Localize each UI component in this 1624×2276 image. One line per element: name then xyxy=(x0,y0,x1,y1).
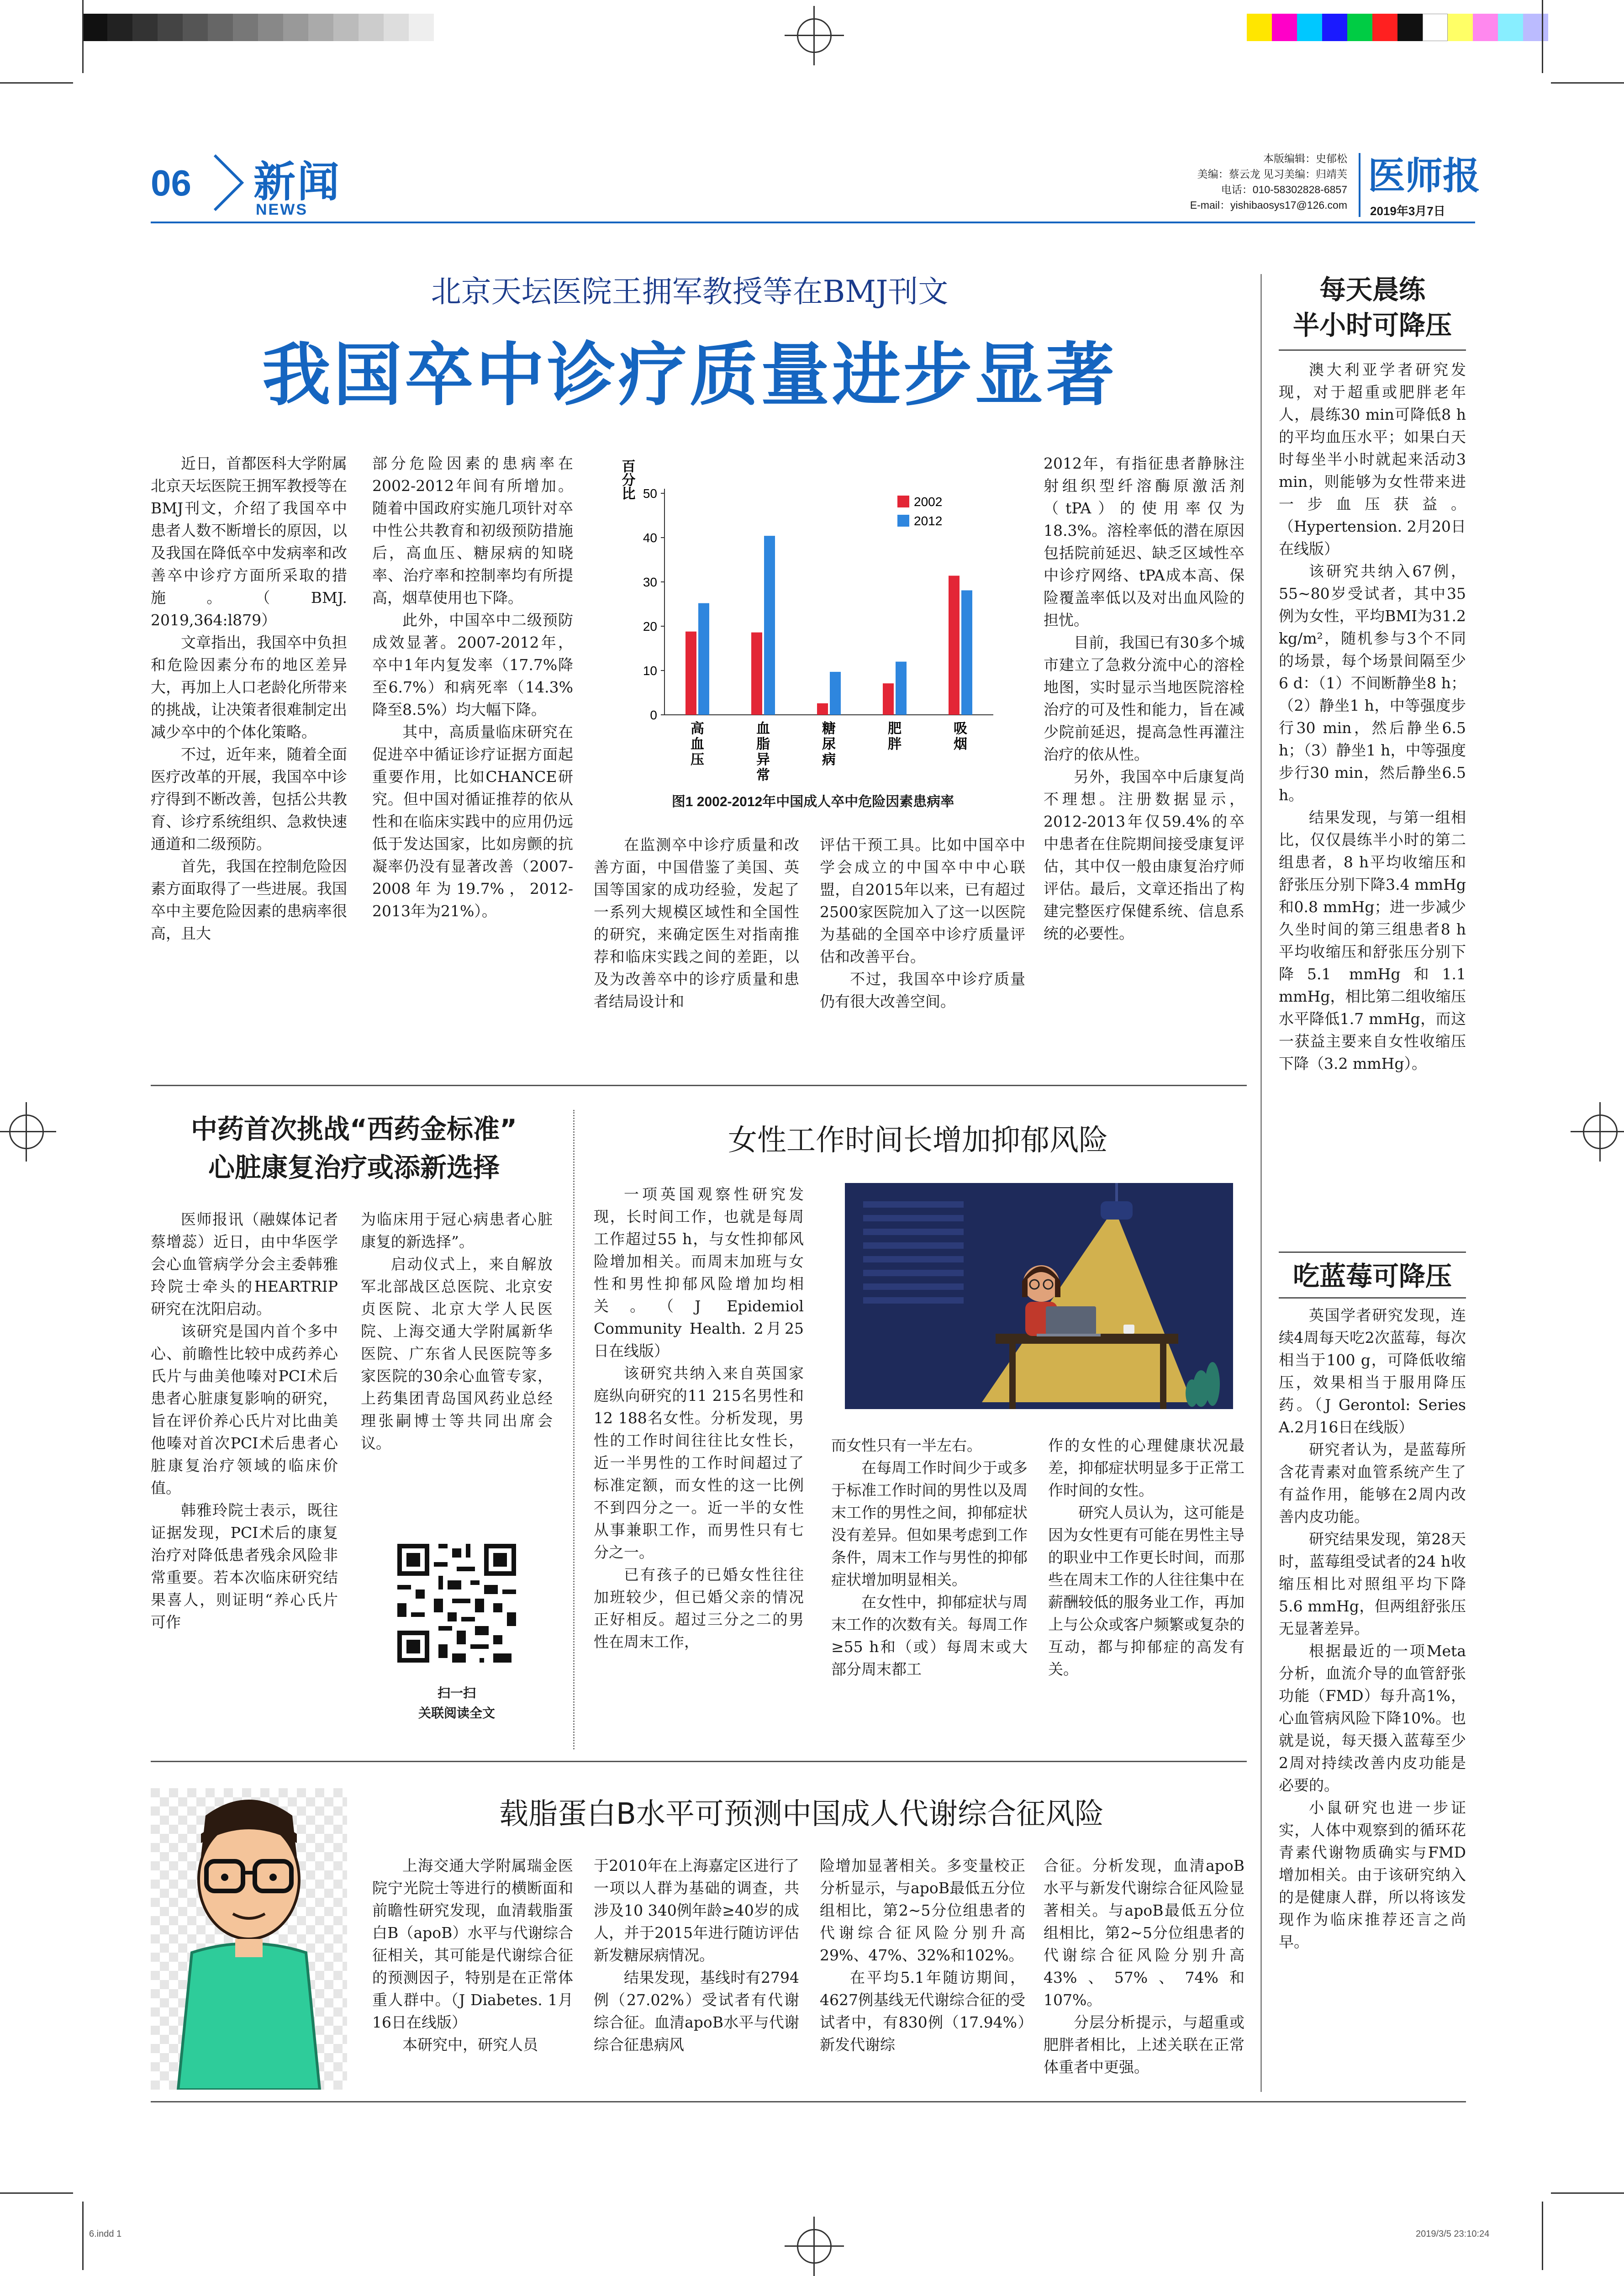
bar-2002 xyxy=(751,633,762,715)
editor-name: 本版编辑：史郁松 xyxy=(1263,153,1347,164)
y-tick-label: 40 xyxy=(643,531,657,545)
x-tick-label: 血 xyxy=(691,736,704,752)
paragraph: 一项英国观察性研究发现，长时间工作，也就是每周工作超过55 h，与女性抑郁风险增加相关。而周末加班与女性和男性抑郁风险增加均相关。（J Epidemiol Community Health. 2月25日在线版） xyxy=(594,1185,804,1360)
bar-2002 xyxy=(883,683,894,715)
lead-bottom-rule xyxy=(151,1085,1247,1086)
side-rule xyxy=(1279,349,1466,351)
paragraph: 研究者认为，是蓝莓所含花青素对血管系统产生了有益作用，能够在2周内改善内皮功能。 xyxy=(1279,1441,1466,1526)
side-rule xyxy=(1279,1297,1466,1299)
tcm-column-2 xyxy=(361,1208,553,1454)
lead-column-2 xyxy=(372,452,573,922)
paragraph: 结果发现，与第一组相比，仅仅晨练半小时的第二组患者，8 h平均收缩压和舒张压分别下降3.4 mmHg和0.8 mmHg；进一步减少久坐时间的第三组患者8 h平均收缩压和舒张压分别下降5.1 mmHg和1.1 mmHg，相比第二组收缩压水平降低1.7 mmHg，而这一获益主要来自女性收缩压下降（3.2 mmHg）。 xyxy=(1279,808,1466,1072)
mid-bottom-rule xyxy=(151,1761,1247,1762)
chevron-right-icon xyxy=(210,153,247,212)
x-tick-label: 胖 xyxy=(888,736,902,752)
paragraph: 研究人员认为，这可能是因为女性更有可能在男性主导的职业中工作更长时间，而那些在周末工作的人往往集中在薪酬较低的服务业工作，再加上与公众或客户频繁或复杂的互动，都与抑郁症的高发有关。 xyxy=(1048,1504,1244,1678)
tcm-headline xyxy=(151,1110,557,1187)
grayscale-bar xyxy=(82,14,434,41)
paragraph: 小鼠研究也进一步证实，人体中观察到的循环花青素代谢物质确实与FMD增加相关。由于该研究纳入的是健康人群，所以将该发现作为临床推荐还言之尚早。 xyxy=(1279,1799,1466,1951)
bar-2002 xyxy=(949,576,960,715)
legend-swatch xyxy=(897,496,909,507)
masthead-logo: 医师报 xyxy=(1368,154,1481,198)
x-tick-label: 糖 xyxy=(822,721,836,737)
legend-swatch xyxy=(897,515,909,527)
registration-mark-right xyxy=(1583,1114,1618,1149)
color-bar xyxy=(1247,14,1548,41)
paragraph: 韩雅玲院士表示，既往证据发现，PCI术后的康复治疗对降低患者残余风险非常重要。若本次临床研究结果喜人，则证明“养心氏片可作 xyxy=(151,1501,338,1631)
lead-column-1 xyxy=(151,452,347,945)
crop-mark xyxy=(1542,2202,1543,2270)
y-tick-label: 30 xyxy=(643,575,657,589)
paragraph: 目前，我国已有30多个城市建立了急救分流中心的溶栓地图，实时显示当地医院溶栓治疗的可及性和能力，旨在减少院前延迟，提高急性再灌注治疗的依从性。 xyxy=(1044,634,1244,763)
x-tick-label: 压 xyxy=(691,752,704,768)
paragraph: 险增加显著相关。多变量校正分析显示，与apoB最低五分位组相比，第2~5分位组患者的代谢综合征风险分别升高29%、47%、32%和102%。 xyxy=(820,1857,1025,1964)
paragraph: 在女性中，抑郁症状与周末工作的次数有关。每周工作≥55 h和（或）每周末或大部分周末都工 xyxy=(831,1593,1028,1678)
paragraph: 已有孩子的已婚女性往往加班较少，但已婚父亲的情况正好相反。超过三分之二的男性在周末工作， xyxy=(594,1566,804,1651)
crop-mark xyxy=(82,2202,84,2270)
paragraph: 澳大利亚学者研究发现，对于超重或肥胖老年人，晨练30 min可降低8 h的平均血压水平；如果白天时每坐半小时就起来活动3 min，则能够为女性带来进一步血压获益。（Hypertension. 2月20日在线版） xyxy=(1279,361,1466,558)
lead-column-4 xyxy=(820,834,1025,1013)
side-divider xyxy=(1260,274,1262,2092)
paragraph: 而女性只有一半左右。 xyxy=(831,1436,982,1454)
risk-factor-chart xyxy=(614,450,1007,815)
column-divider xyxy=(573,1110,575,1749)
x-tick-label: 烟 xyxy=(954,736,967,752)
paragraph: 近日，首都医科大学附属北京天坛医院王拥军教授等在BMJ刊文，介绍了我国卒中患者人数不断增长的原因，以及我国在降低卒中发病率和改善卒中诊疗方面所采取的措施。（BMJ. 2019,364:l879） xyxy=(151,454,347,629)
y-tick-label: 50 xyxy=(643,486,657,501)
paragraph: 另外，我国卒中后康复尚不理想。注册数据显示，2012-2013年仅59.4%的卒中患者在住院期间接受康复评估，其中仅一般由康复治疗师评估。最后，文章还指出了构建完整医疗保健系统、信息系统的必要性。 xyxy=(1044,768,1244,942)
qr-code[interactable] xyxy=(393,1539,521,1667)
registration-mark-left xyxy=(9,1114,44,1149)
side-rule xyxy=(1279,1252,1466,1253)
paragraph: 本研究中，研究人员 xyxy=(402,2036,538,2054)
paragraph: 此外，中国卒中二级预防成效显著。2007-2012年，卒中1年内复发率（17.7%降至6.7%）和病死率（14.3%降至8.5%）均大幅下降。 xyxy=(372,611,573,718)
paragraph: 分层分析提示，与超重或肥胖者相比，上述关联在正常体重者中更强。 xyxy=(1044,2013,1244,2076)
file-slug: 6.indd 1 xyxy=(89,2229,122,2239)
paragraph: 评估干预工具。比如中国卒中学会成立的中国卒中中心联盟，自2015年以来，已有超过2500家医院加入了这一以医院为基础的全国卒中诊疗质量评估和改善平台。 xyxy=(820,836,1025,966)
headline-line: 半小时可降压 xyxy=(1292,310,1452,341)
crop-mark xyxy=(1542,0,1543,73)
women-headline: 女性工作时间长增加抑郁风险 xyxy=(728,1124,1108,1157)
paragraph: 于2010年在上海嘉定区进行了一项以人群为基础的调查，共涉及10 340例年龄≥40岁的成人，并于2015年进行随访评估新发糖尿病情况。 xyxy=(594,1857,799,1964)
issue-date: 2019年3月7日 xyxy=(1370,204,1445,218)
crop-mark xyxy=(1551,82,1624,84)
header-rule xyxy=(151,222,1475,223)
women-column-3 xyxy=(1048,1434,1244,1680)
paragraph: 该研究是国内首个多中心、前瞻性比较中成药养心氏片与曲美他嗪对PCI术后患者心脏康复影响的研究，旨在评价养心氏片对比曲美他嗪对首次PCI术后患者心脏康复治疗领域的临床价值。 xyxy=(151,1322,338,1497)
paragraph: 在每周工作时间少于或多于标准工作时间的男性以及周末工作的男性之间，抑郁症状没有差异。但如果考虑到工作条件，周末工作与男性的抑郁症状增加明显相关。 xyxy=(831,1459,1028,1589)
paragraph: 医师报讯（融媒体记者 蔡增蕊）近日，由中华医学会心血管病学分会主委韩雅玲院士牵头的HEARTRIP研究在沈阳启动。 xyxy=(151,1210,338,1318)
apob-column-2 xyxy=(594,1854,799,2056)
bar-2012 xyxy=(830,672,841,715)
x-tick-label: 血 xyxy=(756,721,770,737)
paragraph: 在监测卒中诊疗质量和改善方面，中国借鉴了美国、英国等国家的成功经验，发起了一系列大规模区域性和全国性的研究，来确定医生对指南推荐和临床实践之间的差距，以及为改善卒中的诊疗质量和患者结局设计和 xyxy=(594,836,799,1010)
apob-headline: 载脂蛋白B水平可预测中国成人代谢综合征风险 xyxy=(499,1797,1104,1831)
man-with-glasses-illustration xyxy=(151,1788,347,2090)
woman-working-late-illustration xyxy=(845,1183,1233,1409)
side-headline-2: 吃蓝莓可降压 xyxy=(1292,1261,1452,1292)
y-tick-label: 10 xyxy=(643,664,657,678)
paragraph: 2012年，有指征患者静脉注射组织型纤溶酶原激活剂（tPA）的使用率仅为18.3%。溶栓率低的潜在原因包括院前延迟、缺乏区域性卒中诊疗网络、tPA成本高、保险覆盖率低以及对出血风险的担忧。 xyxy=(1044,454,1244,629)
apob-column-3 xyxy=(820,1854,1025,2056)
paragraph: 作的女性的心理健康状况最差，抑郁症状明显多于正常工作时间的女性。 xyxy=(1048,1436,1244,1499)
legend-label: 2012 xyxy=(914,514,943,528)
paragraph: 为临床用于冠心病患者心脏康复的新选择”。 xyxy=(361,1210,553,1251)
x-tick-label: 脂 xyxy=(756,736,770,752)
y-tick-label: 0 xyxy=(650,708,657,722)
bar-2012 xyxy=(698,603,709,715)
paragraph: 在平均5.1年随访期间，4627例基线无代谢综合征的受试者中，有830例（17.94%）新发代谢综 xyxy=(820,1969,1025,2054)
headline-line: 每天晨练 xyxy=(1319,274,1425,305)
page-number: 06 xyxy=(151,163,191,203)
paragraph: 该研究共纳入67例，55~80岁受试者，其中35例为女性，平均BMI为31.2 kg/m²，随机参与3个不同的场景，每个场景间隔至少6 d：（1）不间断静坐8 h；（2）静坐1 h，中等强度步行30 min，然后静坐6.5 h；（3）静坐1 h，中等强度步行30 min，然后静坐6.5 h。 xyxy=(1279,562,1466,804)
section-title: 新闻 xyxy=(253,159,342,206)
x-tick-label: 吸 xyxy=(954,721,967,737)
registration-mark-bottom xyxy=(797,2229,832,2264)
paragraph: 首先，我国在控制危险因素方面取得了一些进展。我国卒中主要危险因素的患病率很高，且大 xyxy=(151,857,347,942)
paragraph: 其中，高质量临床研究在促进卒中循证诊疗证据方面起重要作用，比如CHANCE研究。但中国对循证推荐的依从性和在临床实践中的应用仍远低于发达国家，比如房颤的抗凝率仍没有显著改善（2007-2008年为19.7%，2012-2013年为21%）。 xyxy=(372,723,573,920)
paragraph: 启动仪式上，来自解放军北部战区总医院、北京安贞医院、北京大学人民医院、上海交通大学附属新华医院、广东省人民医院等多家医院的30余心血管专家，上药集团青岛国风药业总经理张嗣博士等共同出席会议。 xyxy=(361,1255,553,1452)
tcm-column-1 xyxy=(151,1208,338,1633)
paragraph: 不过，近年来，随着全面医疗改革的开展，我国卒中诊疗得到不断改善，包括公共教育、诊疗系统组织、急救快速通道和二级预防。 xyxy=(151,745,347,853)
crop-mark xyxy=(0,82,73,84)
editor-phone: 电话：010-58302828-6857 xyxy=(1221,184,1347,195)
paragraph: 结果发现，基线时有2794例（27.02%）受试者有代谢综合征。血清apoB水平与代谢综合征患病风 xyxy=(594,1969,799,2054)
legend-label: 2002 xyxy=(914,495,943,509)
lead-column-3 xyxy=(594,834,799,1013)
qr-caption xyxy=(365,1683,548,1723)
x-tick-label: 常 xyxy=(756,767,770,783)
chart-caption: 图1 2002-2012年中国成人卒中危险因素患病率 xyxy=(671,794,954,809)
x-tick-label: 肥 xyxy=(888,721,902,737)
side-article-1 xyxy=(1279,359,1466,1075)
bar-2012 xyxy=(896,662,907,715)
section-subtitle: NEWS xyxy=(256,201,308,218)
bar-2012 xyxy=(764,536,775,715)
side-article-2 xyxy=(1279,1304,1466,1953)
y-axis-label: 百分比 xyxy=(619,459,635,500)
registration-mark-top xyxy=(797,18,832,53)
bar-2002 xyxy=(685,632,696,715)
x-tick-label: 高 xyxy=(691,721,704,737)
paragraph: 部分危险因素的患病率在2002-2012年间有所增加。随着中国政府实施几项针对卒中性公共教育和初级预防措施后，高血压、糖尿病的知晓率、治疗率和控制率均有所提高，烟草使用也下降。 xyxy=(372,454,573,607)
lead-headline: 我国卒中诊疗质量进步显著 xyxy=(262,336,1117,415)
apob-column-4 xyxy=(1044,1854,1244,2078)
header-divider xyxy=(1359,153,1360,217)
paragraph: 英国学者研究发现，连续4周每天吃2次蓝莓，每次相当于100 g，可降低收缩压，效果相当于服用降压药。（J Gerontol: Series A.2月16日在线版） xyxy=(1279,1306,1466,1436)
bar-2002 xyxy=(817,703,828,715)
women-column-2 xyxy=(831,1434,1028,1680)
crop-mark xyxy=(82,0,84,73)
editor-info xyxy=(1105,151,1347,213)
women-column-1 xyxy=(594,1183,804,1653)
print-timestamp: 2019/3/5 23:10:24 xyxy=(1416,2229,1490,2239)
paragraph: 根据最近的一项Meta分析，血流介导的血管舒张功能（FMD）每升高1%，心血管病风险下降10%。也就是说，每天摄入蓝莓至少2周对持续改善内皮功能是必要的。 xyxy=(1279,1642,1466,1794)
paragraph: 合征。分析发现，血清apoB水平与新发代谢综合征风险显著相关。与apoB最低五分位组相比，第2~5分位组患者的代谢综合征风险分别升高43%、57%、74%和107%。 xyxy=(1044,1857,1244,2009)
y-tick-label: 20 xyxy=(643,619,657,634)
paragraph: 上海交通大学附属瑞金医院宁光院士等进行的横断面和前瞻性研究发现，血清载脂蛋白B（apoB）水平与代谢综合征相关，其可能是代谢综合征的预测因子，特别是在正常体重人群中。（J Diabetes. 1月16日在线版） xyxy=(372,1857,573,2031)
x-tick-label: 病 xyxy=(822,752,836,768)
paragraph: 研究结果发现，第28天时，蓝莓组受试者的24 h收缩压相比对照组平均下降5.6 mmHg，但两组舒张压无显著差异。 xyxy=(1279,1530,1466,1637)
paragraph: 文章指出，我国卒中负担和危险因素分布的地区差异大，再加上人口老龄化所带来的挑战，让决策者很难制定出减少卒中的个体化策略。 xyxy=(151,634,347,741)
page-bottom-rule xyxy=(151,2101,1466,2102)
paragraph: 不过，我国卒中诊疗质量仍有很大改善空间。 xyxy=(820,970,1025,1010)
bar-2012 xyxy=(961,590,972,715)
headline-line: 心脏康复治疗或添新选择 xyxy=(208,1152,500,1183)
editor-email: E-mail：yishibaosys17@126.com xyxy=(1190,199,1347,211)
apob-column-1 xyxy=(372,1854,573,2056)
x-tick-label: 异 xyxy=(756,752,770,768)
bar-chart xyxy=(614,450,1007,806)
paragraph: 该研究共纳入来自英国家庭纵向研究的11 215名男性和12 188名女性。分析发现，男性的工作时间往往比女性长，近一半男性的工作时间超过了标准定额，而女性的这一比例不到四分之一。近一半的女性从事兼职工作，而男性只有七分之一。 xyxy=(594,1364,804,1561)
qr-caption-line: 关联阅读全文 xyxy=(418,1706,495,1720)
x-tick-label: 尿 xyxy=(822,736,836,752)
qr-caption-line: 扫一扫 xyxy=(437,1686,476,1700)
lead-column-5 xyxy=(1044,452,1244,945)
crop-mark xyxy=(1551,2192,1624,2194)
side-headline-1 xyxy=(1274,272,1471,343)
lead-kicker: 北京天坛医院王拥军教授等在BMJ刊文 xyxy=(431,274,949,309)
crop-mark xyxy=(0,2192,73,2194)
designer-names: 美编：蔡云龙 见习美编：归靖芙 xyxy=(1197,168,1347,180)
headline-line: 中药首次挑战“西药金标准” xyxy=(190,1114,517,1145)
